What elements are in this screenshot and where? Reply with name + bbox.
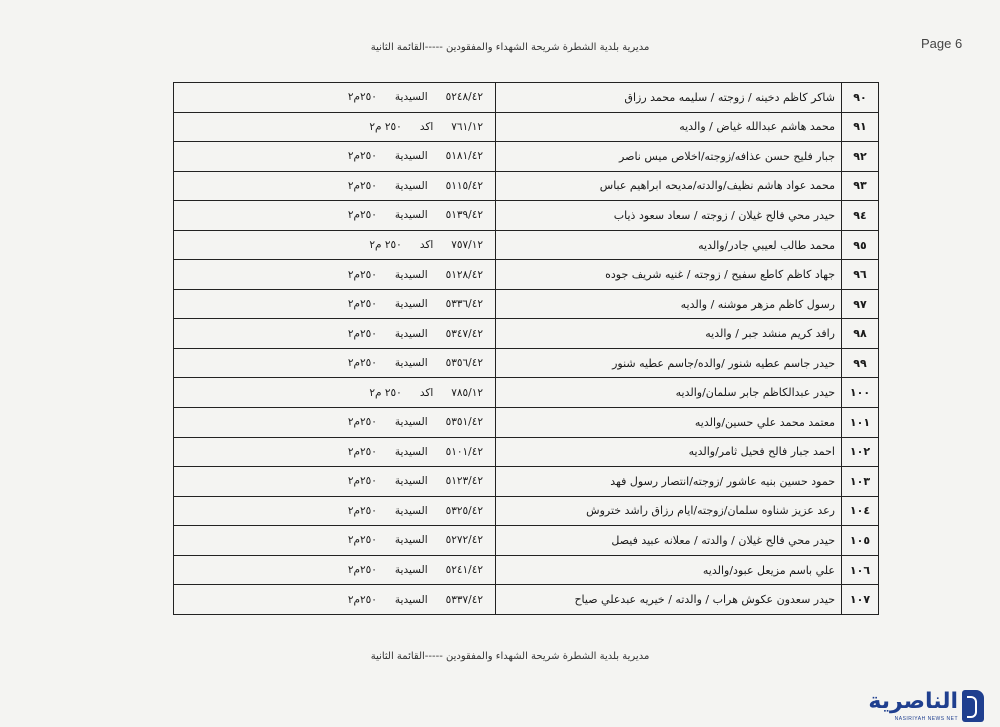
table-row — [174, 526, 879, 556]
plot-number: ٥٣٥٦/٤٢ — [445, 357, 483, 370]
table-row — [174, 585, 879, 615]
district-name: السيدية — [394, 179, 428, 192]
district-name: السيدية — [394, 91, 428, 104]
plot-area: ٢٥٠م٢ — [347, 357, 377, 370]
row-number: ١٠٣ — [842, 467, 879, 497]
logo-mark-icon — [962, 690, 984, 722]
property-ref-cell — [174, 555, 496, 585]
table-row — [174, 230, 879, 260]
beneficiary-name: شاكر كاظم دخينه / زوجته / سليمه محمد رزاق — [496, 83, 842, 113]
district-name: السيدية — [394, 504, 428, 517]
plot-number: ٥٣٤٧/٤٢ — [445, 327, 483, 340]
plot-number: ٥١١٥/٤٢ — [445, 179, 483, 192]
property-ref-cell — [174, 83, 496, 113]
property-ref-cell — [174, 437, 496, 467]
beneficiary-name: حيدر محي فالح غيلان / والدته / معلانه عبيد فيصل — [496, 526, 842, 556]
plot-area: ٢٥٠م٢ — [347, 209, 377, 222]
plot-area: ٢٥٠م٢ — [347, 327, 377, 340]
beneficiary-name: حيدر سعدون عكوش هراب / والدته / خيريه عبدعلي صياح — [496, 585, 842, 615]
plot-area: ٢٥٠م٢ — [347, 534, 377, 547]
district-name: السيدية — [394, 416, 428, 429]
property-ref-cell — [174, 230, 496, 260]
district-name: السيدية — [394, 445, 428, 458]
beneficiary-name: رسول كاظم مزهر موشنه / والديه — [496, 289, 842, 319]
row-number: ٩٨ — [842, 319, 879, 349]
row-number: ١٠٤ — [842, 496, 879, 526]
plot-area: ٢٥٠م٢ — [347, 593, 377, 606]
table-body — [174, 83, 879, 615]
property-ref-cell — [174, 585, 496, 615]
district-name: السيدية — [394, 475, 428, 488]
plot-number: ٥٣٥١/٤٢ — [445, 416, 483, 429]
row-number: ١٠٢ — [842, 437, 879, 467]
beneficiary-name: محمد طالب لعيبي جادر/والديه — [496, 230, 842, 260]
row-number: ٩٩ — [842, 348, 879, 378]
table-row — [174, 142, 879, 172]
table-row — [174, 260, 879, 290]
district-name: السيدية — [394, 534, 428, 547]
plot-number: ٥١٢٣/٤٢ — [445, 475, 483, 488]
plot-area: ٢٥٠م٢ — [347, 504, 377, 517]
site-logo — [858, 688, 988, 724]
plot-area: ٢٥٠م٢ — [347, 445, 377, 458]
beneficiary-name: رعد عزيز شناوه سلمان/زوجته/ايام رزاق راشد ختروش — [496, 496, 842, 526]
plot-number: ٥٢٤٨/٤٢ — [445, 91, 483, 104]
row-number: ١٠٠ — [842, 378, 879, 408]
row-number: ١٠١ — [842, 408, 879, 438]
plot-number: ٥١٠١/٤٢ — [445, 445, 483, 458]
plot-area: ٢٥٠م٢ — [347, 268, 377, 281]
district-name: السيدية — [394, 209, 428, 222]
property-ref-cell — [174, 201, 496, 231]
beneficiaries-table — [173, 82, 879, 615]
plot-number: ٧٥٧/١٢ — [451, 239, 483, 251]
plot-area: ٢٥٠م٢ — [347, 91, 377, 104]
row-number: ٩٠ — [842, 83, 879, 113]
table-row — [174, 319, 879, 349]
plot-area: ٢٥٠م٢ — [347, 475, 377, 488]
table-row — [174, 201, 879, 231]
plot-area: ٢٥٠ م٢ — [369, 239, 402, 251]
beneficiary-name: رافد كريم منشد جبر / والديه — [496, 319, 842, 349]
beneficiary-name: حيدر محي فالح غيلان / زوجته / سعاد سعود ذياب — [496, 201, 842, 231]
district-name: السيدية — [394, 357, 428, 370]
row-number: ١٠٦ — [842, 555, 879, 585]
district-name: اكد — [419, 386, 434, 399]
district-name: اكد — [419, 239, 434, 251]
table-row — [174, 171, 879, 201]
beneficiary-name: محمد عواد هاشم نظيف/والدته/مديحه ابراهيم عباس — [496, 171, 842, 201]
plot-number: ٥٣٣٦/٤٢ — [445, 298, 483, 311]
row-number: ٩١ — [842, 112, 879, 142]
plot-area: ٢٥٠م٢ — [347, 416, 377, 429]
table-row — [174, 408, 879, 438]
table-row — [174, 378, 879, 408]
row-number: ١٠٥ — [842, 526, 879, 556]
property-ref-cell — [174, 467, 496, 497]
property-ref-cell — [174, 289, 496, 319]
plot-number: ٧٦١/١٢ — [451, 120, 483, 133]
property-ref-cell — [174, 526, 496, 556]
property-ref-cell — [174, 496, 496, 526]
plot-number: ٥٣٣٧/٤٢ — [445, 593, 483, 606]
plot-number: ٥٢٧٢/٤٢ — [445, 534, 483, 547]
row-number: ٩٤ — [842, 201, 879, 231]
table-row — [174, 496, 879, 526]
property-ref-cell — [174, 112, 496, 142]
property-ref-cell — [174, 142, 496, 172]
page-number: Page 6 — [921, 36, 963, 51]
plot-area: ٢٥٠م٢ — [347, 564, 377, 577]
page-header: مديرية بلدية الشطرة شريحة الشهداء والمفقودين -----القائمة الثانية — [370, 42, 650, 53]
plot-number: ٥٣٢٥/٤٢ — [445, 504, 483, 517]
district-name: السيدية — [394, 327, 428, 340]
row-number: ٩٦ — [842, 260, 879, 290]
beneficiary-name: حيدر عبدالكاظم جابر سلمان/والديه — [496, 378, 842, 408]
district-name: السيدية — [394, 298, 428, 311]
beneficiary-name: حمود حسين بنيه عاشور /زوجته/انتصار رسول فهد — [496, 467, 842, 497]
table-row — [174, 289, 879, 319]
row-number: ٩٥ — [842, 230, 879, 260]
plot-number: ٥١٣٩/٤٢ — [445, 209, 483, 222]
row-number: ٩٧ — [842, 289, 879, 319]
district-name: السيدية — [394, 564, 428, 577]
beneficiary-name: حيدر جاسم عطيه شنور /والده/جاسم عطيه شنور — [496, 348, 842, 378]
property-ref-cell — [174, 319, 496, 349]
table-row — [174, 348, 879, 378]
table-row — [174, 467, 879, 497]
plot-area: ٢٥٠م٢ — [347, 150, 377, 163]
logo-text: الناصرية — [868, 689, 958, 714]
page-footer: مديرية بلدية الشطرة شريحة الشهداء والمفقودين -----القائمة الثانية — [370, 651, 650, 662]
row-number: ٩٣ — [842, 171, 879, 201]
property-ref-cell — [174, 408, 496, 438]
table-row — [174, 555, 879, 585]
plot-area: ٢٥٠م٢ — [347, 179, 377, 192]
district-name: اكد — [419, 120, 434, 133]
beneficiary-name: جهاد كاظم كاطع سفيح / زوجته / غنيه شريف جوده — [496, 260, 842, 290]
plot-area: ٢٥٠م٢ — [347, 298, 377, 311]
property-ref-cell — [174, 348, 496, 378]
row-number: ٩٢ — [842, 142, 879, 172]
plot-area: ٢٥٠ م٢ — [369, 386, 402, 399]
district-name: السيدية — [394, 150, 428, 163]
row-number: ١٠٧ — [842, 585, 879, 615]
table-row — [174, 112, 879, 142]
plot-area: ٢٥٠ م٢ — [369, 120, 402, 133]
property-ref-cell — [174, 378, 496, 408]
table-row — [174, 83, 879, 113]
beneficiary-name: معتمد محمد علي حسين/والديه — [496, 408, 842, 438]
plot-number: ٥١٨١/٤٢ — [445, 150, 483, 163]
beneficiary-name: علي باسم مزيعل عبود/والديه — [496, 555, 842, 585]
property-ref-cell — [174, 171, 496, 201]
district-name: السيدية — [394, 268, 428, 281]
district-name: السيدية — [394, 593, 428, 606]
beneficiary-name: احمد جبار فالح فحيل ثامر/والديه — [496, 437, 842, 467]
property-ref-cell — [174, 260, 496, 290]
plot-number: ٥١٢٨/٤٢ — [445, 268, 483, 281]
logo-subtext: NASIRIYAH NEWS NET — [894, 716, 958, 722]
beneficiary-name: جبار فليح حسن عذافه/زوجته/اخلاص ميس ناصر — [496, 142, 842, 172]
plot-number: ٥٢٤١/٤٢ — [445, 564, 483, 577]
table-row — [174, 437, 879, 467]
beneficiary-name: محمد هاشم عبدالله غياض / والديه — [496, 112, 842, 142]
plot-number: ٧٨٥/١٢ — [451, 386, 483, 399]
